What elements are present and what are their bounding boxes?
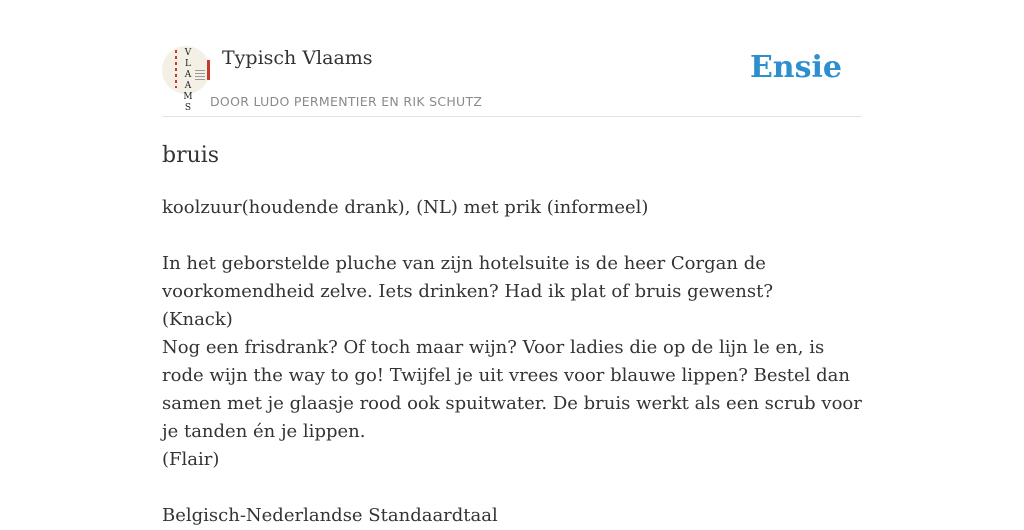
blog-title-link[interactable]: Typisch Vlaams xyxy=(222,47,373,69)
logo-letter: S xyxy=(184,103,192,113)
logo-letter: A xyxy=(184,81,192,91)
blog-header xyxy=(162,46,862,117)
logo-red-stripe xyxy=(175,50,177,88)
page xyxy=(162,0,862,530)
entry-quote: In het geborstelde pluche van zijn hotelsuite is de heer Corgan de voorkomendheid zelve. Iets drinken? Had ik plat of bruis gewenst? xyxy=(162,253,774,302)
logo-red-edge xyxy=(207,60,210,80)
blog-author: DOOR LUDO PERMENTIER EN RIK SCHUTZ xyxy=(210,94,483,109)
logo-text-lines xyxy=(195,70,205,80)
logo-letters xyxy=(183,48,193,114)
blog-logo[interactable] xyxy=(162,46,210,113)
entry-category: Belgisch-Nederlandse Standaardtaal xyxy=(162,505,498,526)
logo-letter: A xyxy=(184,70,192,80)
paragraph-gap xyxy=(162,474,862,502)
entry-content xyxy=(162,194,862,530)
entry-source: (Flair) xyxy=(162,449,220,470)
entry-title: bruis xyxy=(162,143,220,168)
logo-letter: V xyxy=(184,48,192,58)
entry-quote: Nog een frisdrank? Of toch maar wijn? Voor ladies die op de lijn le en, is rode wijn the way to go! Twijfel je uit vrees voor blauwe lippen? Bestel dan samen met je glaasje rood ook spuitwater. De bruis werkt als een scrub voor je tanden én je lippen. xyxy=(162,337,862,442)
entry-source: (Knack) xyxy=(162,309,233,330)
logo-letter: M xyxy=(183,92,193,102)
logo-letter: L xyxy=(185,59,191,69)
paragraph-gap xyxy=(162,222,862,250)
ensie-brand-link[interactable]: Ensie xyxy=(749,50,842,85)
entry-definition: koolzuur(houdende drank), (NL) met prik (informeel) xyxy=(162,197,649,218)
